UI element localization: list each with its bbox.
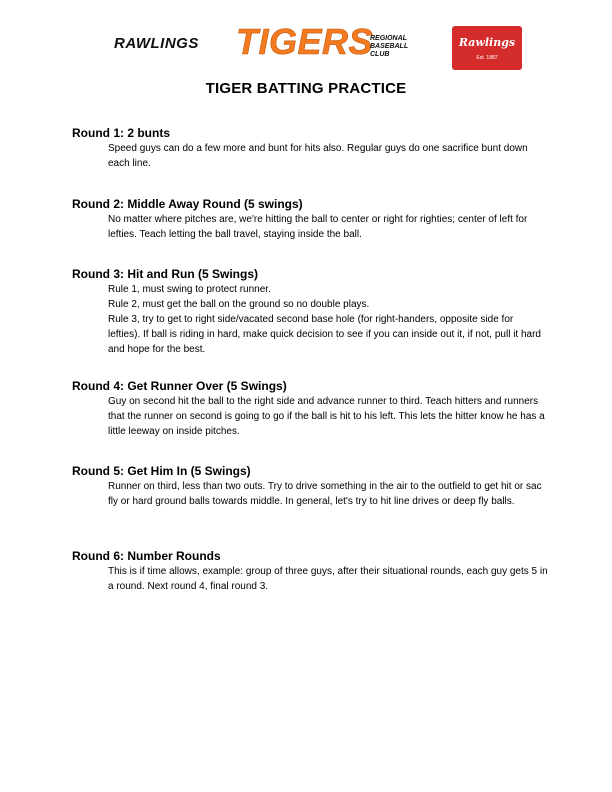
badge-est: Est. 1887 [476, 55, 498, 61]
round-text: Speed guys can do a few more and bunt for hits also. Regular guys do one sacrifice bunt down each line. [108, 143, 528, 169]
round-body [108, 282, 548, 357]
round-body [108, 479, 548, 509]
club-line-2: BASEBALL [370, 43, 409, 50]
club-wordmark [370, 35, 430, 59]
round-2 [72, 197, 552, 242]
badge-script: Rawlings [458, 36, 516, 49]
round-6 [72, 549, 552, 594]
round-body [108, 212, 548, 242]
round-4 [72, 379, 552, 439]
round-heading: Round 5: Get Him In (5 Swings) [72, 464, 251, 478]
round-5 [72, 464, 552, 509]
round-heading: Round 2: Middle Away Round (5 swings) [72, 197, 303, 211]
page-title: TIGER BATTING PRACTICE [205, 80, 407, 97]
round-text: Runner on third, less than two outs. Try to drive something in the air to the outfield to get hit or sac fly or hard ground balls towards middle. In general, let's try to hit line drives or deep fly balls. [108, 481, 542, 507]
round-text: No matter where pitches are, we're hitting the ball to center or right for righties; center of left for lefties. Teach letting the ball travel, staying inside the ball. [108, 214, 528, 240]
round-text: Guy on second hit the ball to the right side and advance runner to third. Teach hitters and runners that the runner on second is going to go if the ball is hit to his left. This lets the hitter know he has a little leeway on inside pitches. [108, 396, 545, 437]
round-text: Rule 2, must get the ball on the ground so no double plays. [108, 299, 370, 310]
round-text: This is if time allows, example: group of three guys, after their situational rounds, each guy gets 5 in a round. Next round 4, final round 3. [108, 566, 548, 592]
round-heading: Round 3: Hit and Run (5 Swings) [72, 267, 258, 281]
rawlings-badge-logo [452, 26, 522, 70]
club-line-3: CLUB [370, 51, 390, 58]
round-heading: Round 6: Number Rounds [72, 549, 221, 563]
round-3 [72, 267, 552, 357]
club-line-1: REGIONAL [370, 35, 407, 42]
round-heading: Round 4: Get Runner Over (5 Swings) [72, 379, 287, 393]
page-header [0, 21, 612, 76]
round-body [108, 564, 548, 594]
round-text: Rule 3, try to get to right side/vacated second base hole (for right-handers, opposite side for lefties). If ball is riding in hard, make quick decision to see if you can inside out it, if not, pull it hard and hope for the best. [108, 314, 541, 355]
round-heading: Round 1: 2 bunts [72, 126, 170, 140]
round-1 [72, 126, 552, 171]
rawlings-wordmark: RAWLINGS [114, 35, 199, 52]
round-body [108, 141, 548, 171]
round-text: Rule 1, must swing to protect runner. [108, 284, 271, 295]
round-body [108, 394, 548, 439]
tigers-logo: TIGERS [236, 21, 374, 62]
